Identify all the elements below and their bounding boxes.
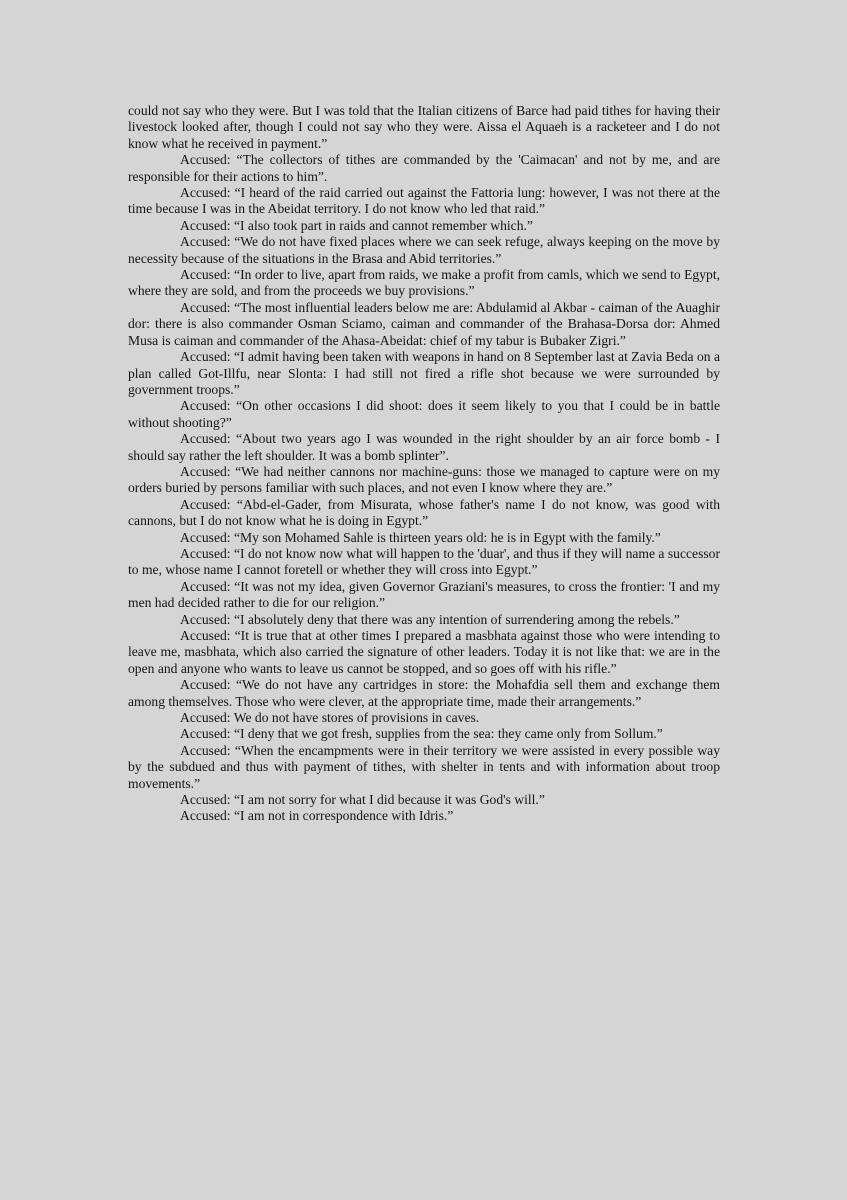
paragraph-testimony: Accused: “I do not know now what will happen to the 'duar', and thus if they will name a successor to me, whose name I cannot foretell or whether they will cross into Egypt.” [128, 545, 720, 578]
paragraph-testimony: Accused: “We do not have any cartridges in store: the Mohafdia sell them and exchange them among themselves. Those who were clever, at the appropriate time, made their arrangements.” [128, 677, 720, 709]
paragraph-testimony: Accused: We do not have stores of provisions in caves. [180, 710, 480, 726]
paragraph-testimony: Accused: “I am not in correspondence with Idris.” [180, 808, 454, 824]
paragraph-testimony: Accused: “When the encampments were in their territory we were assisted in every possible way by the subdued and thus with payment of tithes, with shelter in tents and with information about troop movements.” [128, 742, 720, 791]
paragraph-continuation: could not say who they were. But I was told that the Italian citizens of Barce had paid tithes for having their livestock looked after, though I could not say who they were. Aissa el Aquaeh is a racketeer and I do not know what he received in payment.” [128, 103, 720, 151]
paragraph-testimony: Accused: “My son Mohamed Sahle is thirteen years old: he is in Egypt with the family.” [180, 529, 661, 545]
paragraph-testimony: Accused: “We had neither cannons nor machine-guns: those we managed to capture were on my orders buried by persons familiar with such places, and not even I know where they are.” [128, 463, 720, 496]
paragraph-testimony: Accused: “I also took part in raids and cannot remember which.” [180, 217, 533, 233]
paragraph-testimony: Accused: “On other occasions I did shoot: does it seem likely to you that I could be in battle without shooting?” [128, 398, 720, 430]
paragraph-testimony: Accused: “I admit having been taken with weapons in hand on 8 September last at Zavia Beda on a plan called Got-Illfu, near Slonta: I had still not fired a rifle shot because we were surrounded by government troops.” [128, 349, 720, 397]
paragraph-testimony: Accused: “The collectors of tithes are commanded by the 'Caimacan' and not by me, and are responsible for their actions to him”. [128, 152, 720, 184]
document-body [128, 103, 720, 825]
paragraph-testimony: Accused: “Abd-el-Gader, from Misurata, whose father's name I do not know, was good with cannons, but I do not know what he is doing in Egypt.” [128, 496, 720, 529]
paragraph-testimony: Accused: “It was not my idea, given Governor Graziani's measures, to cross the frontier: 'I and my men had decided rather to die for our religion.” [128, 578, 720, 611]
paragraph-testimony: Accused: “I am not sorry for what I did because it was God's will.” [180, 792, 545, 808]
paragraph-testimony: Accused: “I absolutely deny that there was any intention of surrendering among the rebels.” [180, 611, 680, 627]
paragraph-testimony: Accused: “It is true that at other times I prepared a masbhata against those who were intending to leave me, masbhata, which also carried the signature of other leaders. Today it is not like that: we are in the open and anyone who wants to leave us cannot be stopped, and so goes off with his rifle.” [128, 628, 720, 676]
paragraph-testimony: Accused: “I heard of the raid carried out against the Fattoria lung: however, I was not there at the time because I was in the Abeidat territory. I do not know who led that raid.” [128, 185, 720, 217]
paragraph-testimony: Accused: “The most influential leaders below me are: Abdulamid al Akbar - caiman of the Auaghir dor: there is also commander Osman Sciamo, caiman and commander of the Brahasa-Dorsa dor: Ahmed Musa is caiman and commander of the Ahasa-Abeidat: chief of my tabur is Bubaker Zigri.” [128, 299, 720, 348]
paragraph-testimony: Accused: “We do not have fixed places where we can seek refuge, always keeping on the move by necessity because of the situations in the Brasa and Abid territories.” [128, 234, 720, 266]
paragraph-testimony: Accused: “I deny that we got fresh, supplies from the sea: they came only from Sollum.” [180, 726, 663, 742]
paragraph-testimony: Accused: “About two years ago I was wounded in the right shoulder by an air force bomb - I should say rather the left shoulder. It was a bomb splinter”. [128, 431, 720, 463]
paragraph-testimony: Accused: “In order to live, apart from raids, we make a profit from camls, which we send to Egypt, where they are sold, and from the proceeds we buy provisions.” [128, 267, 720, 299]
